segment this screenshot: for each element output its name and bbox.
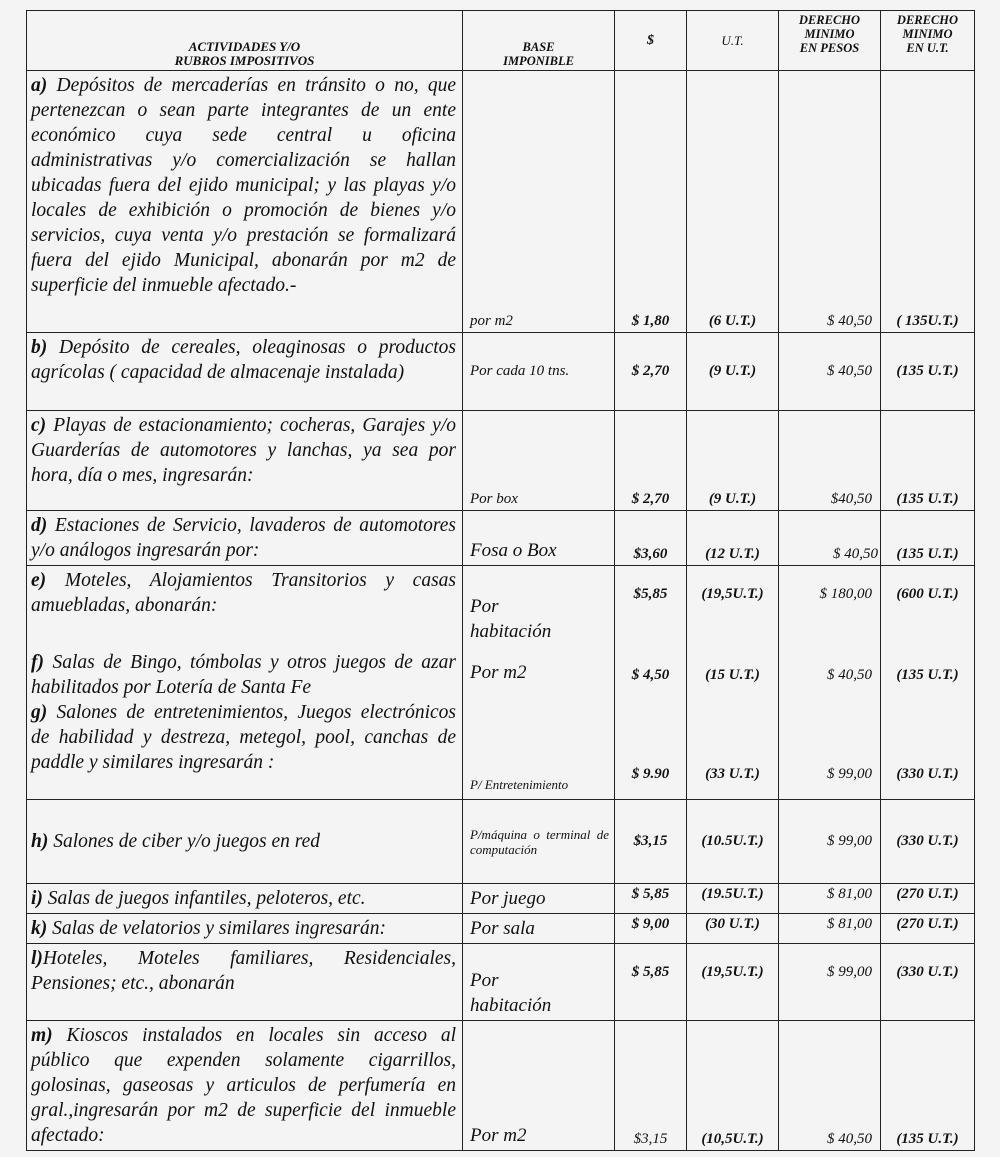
- base-cell: Fosa o Box: [463, 511, 615, 566]
- header-ut: U.T.: [687, 11, 779, 71]
- pesos-cell: $3,15: [615, 1021, 687, 1151]
- pesos-cell: $ 2,70: [615, 411, 687, 511]
- activity-cell: i) Salas de juegos infantiles, peloteros, etc.: [27, 884, 463, 914]
- table-row: [27, 800, 975, 884]
- table-row: [27, 884, 975, 914]
- ut-cell: (9 U.T.): [687, 333, 779, 411]
- ut-cell: (9 U.T.): [687, 411, 779, 511]
- ut-cell: (19,5U.T.): [687, 944, 779, 1021]
- table-row: [27, 1021, 975, 1151]
- header-min-pesos: DERECHO MINIMO EN PESOS: [779, 11, 881, 71]
- activity-cell: a) Depósitos de mercaderías en tránsito o no, que pertenezcan o sean parte integrantes de un ente económico cuya sede central u oficina administrativas y/o comercialización se hallan ubicadas fuera del ejido municipal; y las playas y/o locales de exhibición o promoción de bienes y/o servicios, cuya venta y/o prestación se formalizará fuera del ejido Municipal, abonarán por m2 de superficie del inmueble afectado.-: [27, 71, 463, 333]
- pesos-cell: $ 9,00: [615, 914, 687, 944]
- min-pesos-cell: $ 40,50: [779, 333, 881, 411]
- activity-cell: k) Salas de velatorios y similares ingresarán:: [27, 914, 463, 944]
- header-row: [27, 11, 975, 71]
- min-ut-cell: (135 U.T.): [881, 333, 975, 411]
- ut-cell: (10.5U.T.): [687, 800, 779, 884]
- base-cell: Por habitación: [463, 944, 615, 1021]
- activity-cell: c) Playas de estacionamiento; cocheras, Garajes y/o Guarderías de automotores y lanchas, ya sea por hora, día o mes, ingresarán:: [27, 411, 463, 511]
- pesos-cell: $ 5,85: [615, 884, 687, 914]
- table-row: [27, 411, 975, 511]
- min-ut-cell: (135 U.T.): [881, 411, 975, 511]
- table-row: [27, 71, 975, 333]
- table-row: [27, 511, 975, 566]
- tax-table: [26, 10, 975, 1151]
- base-cell: Por sala: [463, 914, 615, 944]
- header-pesos: $: [615, 11, 687, 71]
- base-cell: Por m2: [463, 1021, 615, 1151]
- min-ut-cell: (600 U.T.) (135 U.T.) (330 U.T.): [881, 566, 975, 800]
- base-cell: por m2: [463, 71, 615, 333]
- min-pesos-cell: $ 99,00: [779, 944, 881, 1021]
- min-ut-cell: (270 U.T.): [881, 884, 975, 914]
- header-activities: ACTIVIDADES Y/O RUBROS IMPOSITIVOS: [27, 11, 463, 71]
- base-cell: Por box: [463, 411, 615, 511]
- pesos-cell: $3,60: [615, 511, 687, 566]
- ut-cell: (19,5U.T.) (15 U.T.) (33 U.T.): [687, 566, 779, 800]
- header-min-ut: DERECHO MINIMO EN U.T.: [881, 11, 975, 71]
- min-ut-cell: (135 U.T.): [881, 511, 975, 566]
- activity-cell: b) Depósito de cereales, oleaginosas o productos agrícolas ( capacidad de almacenaje instalada): [27, 333, 463, 411]
- min-pesos-cell: $ 40,50: [779, 71, 881, 333]
- base-cell: Por juego: [463, 884, 615, 914]
- ut-cell: (30 U.T.): [687, 914, 779, 944]
- activity-cell: m) Kioscos instalados en locales sin acceso al público que expenden solamente cigarrillos, golosinas, gaseosas y articulos de perfumería en gral.,ingresarán por m2 de superficie del inmueble afectado:: [27, 1021, 463, 1151]
- activity-cell: l)Hoteles, Moteles familiares, Residenciales, Pensiones; etc., abonarán: [27, 944, 463, 1021]
- pesos-cell: $ 1,80: [615, 71, 687, 333]
- table-row: [27, 333, 975, 411]
- min-pesos-cell: $ 81,00: [779, 914, 881, 944]
- table-row: [27, 914, 975, 944]
- min-pesos-cell: $ 40,50: [779, 1021, 881, 1151]
- pesos-cell: $ 2,70: [615, 333, 687, 411]
- base-cell: P/máquina o terminal de computación: [463, 800, 615, 884]
- table-row-group-efg: [27, 566, 975, 800]
- activity-cell: e) Moteles, Alojamientos Transitorios y casas amuebladas, abonarán: f) Salas de Bingo, tómbolas y otros juegos de azar habilitados por Lotería de Santa Fe g) Salones de entretenimientos, Juegos electrónicos de habilidad y destreza, metegol, pool, canchas de paddle y similares ingresarán :: [27, 566, 463, 800]
- min-pesos-cell: $ 81,00: [779, 884, 881, 914]
- min-ut-cell: (330 U.T.): [881, 800, 975, 884]
- min-ut-cell: (135 U.T.): [881, 1021, 975, 1151]
- min-pesos-cell: $ 99,00: [779, 800, 881, 884]
- activity-cell: d) Estaciones de Servicio, lavaderos de automotores y/o análogos ingresarán por:: [27, 511, 463, 566]
- base-cell: Por habitación Por m2 P/ Entretenimiento: [463, 566, 615, 800]
- ut-cell: (19.5U.T.): [687, 884, 779, 914]
- pesos-cell: $3,15: [615, 800, 687, 884]
- ut-cell: (10,5U.T.): [687, 1021, 779, 1151]
- min-ut-cell: (270 U.T.): [881, 914, 975, 944]
- min-pesos-cell: $ 40,50: [779, 511, 881, 566]
- header-base: BASE IMPONIBLE: [463, 11, 615, 71]
- pesos-cell: $5,85 $ 4,50 $ 9.90: [615, 566, 687, 800]
- table-row: [27, 944, 975, 1021]
- min-pesos-cell: $ 180,00 $ 40,50 $ 99,00: [779, 566, 881, 800]
- activity-cell: h) Salones de ciber y/o juegos en red: [27, 800, 463, 884]
- ut-cell: (12 U.T.): [687, 511, 779, 566]
- min-pesos-cell: $40,50: [779, 411, 881, 511]
- ut-cell: (6 U.T.): [687, 71, 779, 333]
- base-cell: Por cada 10 tns.: [463, 333, 615, 411]
- min-ut-cell: (330 U.T.): [881, 944, 975, 1021]
- min-ut-cell: ( 135U.T.): [881, 71, 975, 333]
- pesos-cell: $ 5,85: [615, 944, 687, 1021]
